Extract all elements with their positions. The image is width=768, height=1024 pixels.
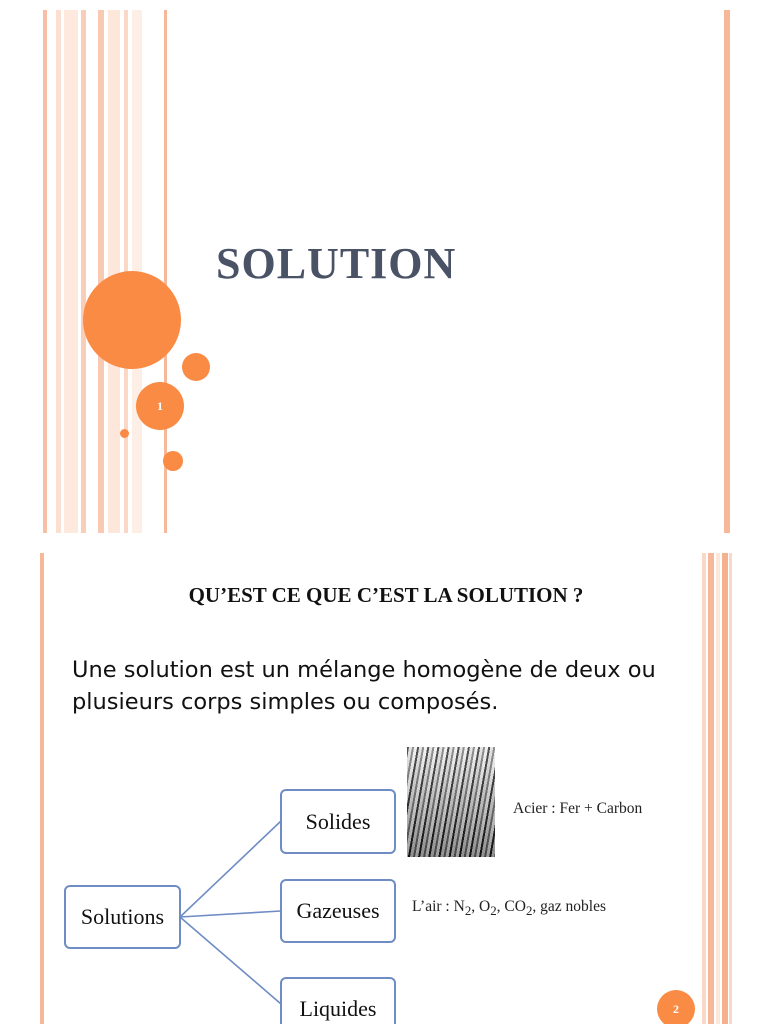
page-number: 2 [673,1001,679,1016]
connector-line [180,917,281,1004]
decorative-stripe [108,10,120,533]
decorative-stripe [64,10,78,533]
title-slide [40,10,732,533]
decorative-circle-small [163,451,183,471]
decorative-circle-large [83,271,181,369]
page-number: 1 [157,398,163,413]
decorative-circle-tiny [120,429,129,438]
diagram-node-solides: Solides [280,789,396,854]
definition-text: Une solution est un mélange homogène de deux ou plusieurs corps simples ou composés. [72,657,656,715]
connector-line [180,911,281,917]
content-slide [40,553,732,1024]
page-number-badge [136,382,184,430]
decorative-stripe [81,10,86,533]
decorative-circle-small [182,353,210,381]
slide-heading: QU’EST CE QUE C’EST LA SOLUTION ? [188,583,584,607]
diagram-node-liquides: Liquides [280,977,396,1024]
connector-line [180,821,281,917]
slide-title: SOLUTION [216,239,457,288]
diagram-node-gazeuses: Gazeuses [280,879,396,943]
page-number-badge [657,990,695,1024]
decorative-stripe [43,10,47,533]
decorative-stripe [98,10,104,533]
decorative-stripe [56,10,61,533]
gas-example: L’air : $N_2$, $O_2$, $CO_2$, gaz nobles [412,898,607,919]
diagram-node-root: Solutions [64,885,181,949]
steel-cable-image [407,747,495,857]
decorative-stripe [724,10,730,533]
solid-example: Acier : Fer + Carbon [513,800,643,817]
